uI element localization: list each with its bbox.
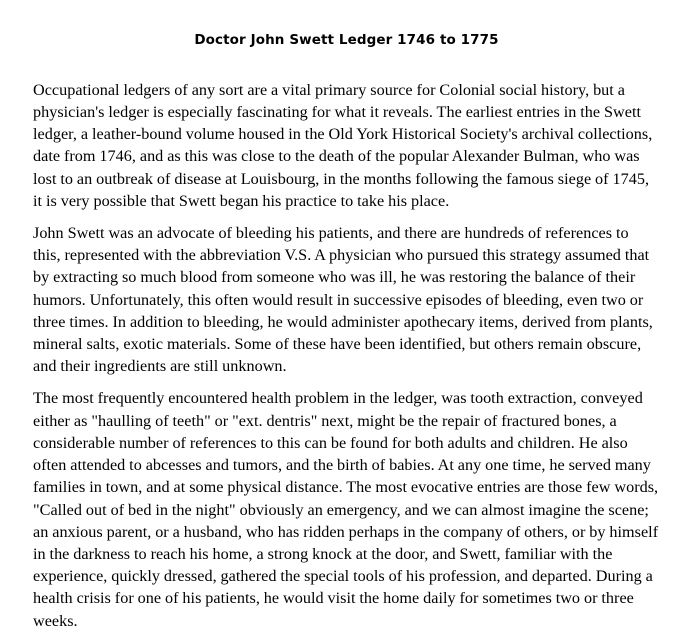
paragraph-1: Occupational ledgers of any sort are a vital primary source for Colonial social history, but a physician's ledger is especially fascinating for what it reveals. The earliest entries in the Swett ledger, a leather-bound volume housed in the Old York Historical Society's archival collections, date from 1746, and as this was close to the death of the popular Alexander Bulman, who was lost to an outbreak of disease at Louisbourg, in the months following the famous siege of 1745, it is very possible that Swett began his practice to take his place. [33,80,653,210]
page-title: Doctor John Swett Ledger 1746 to 1775 [194,32,499,48]
document-body [0,79,693,632]
paragraph-2: John Swett was an advocate of bleeding his patients, and there are hundreds of references to this, represented with the abbreviation V.S. A physician who pursued this strategy assumed that by extracting so much blood from someone who was ill, he was restoring the balance of their humors. Unfortunately, this often would result in successive episodes of bleeding, even two or three times. In addition to bleeding, he would administer apothecary items, derived from plants, mineral salts, exotic materials. Some of these have been identified, but others remain obscure, and their ingredients are still unknown. [33,224,653,376]
paragraph-3: The most frequently encountered health problem in the ledger, was tooth extraction, conveyed either as "haulling of teeth" or "ext. dentris" next, might be the repair of fractured bones, a considerable number of references to this can be found for both adults and children. He also often attended to abcesses and tumors, and the birth of babies. At any one time, he served many families in town, and at some physical distance. The most evocative entries are those few words, "Called out of bed in the night" obviously an emergency, and we can almost imagine the scene; an anxious parent, or a husband, who has ridden perhaps in the company of others, or by himself in the darkness to reach his home, a strong knock at the door, and Swett, familiar with the experience, quickly dressed, gathered the special tools of his profession, and departed. During a health crisis for one of his patients, he would visit the home daily for sometimes two or three weeks. [33,389,659,630]
